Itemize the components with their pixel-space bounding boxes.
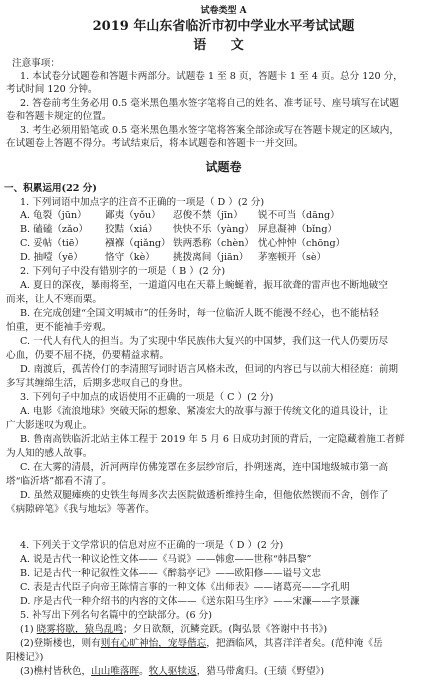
notice-heading: 注意事项： (12, 58, 60, 69)
question-5-stem: 5. 补写出下列名句名篇中的空缺部分。(6 分) (20, 610, 212, 621)
q1-option-d-1: D. 抽噎（yē） (20, 252, 83, 263)
question-2-stem: 2. 下列句子中没有错别字的一项是（ B ）(2 分) (20, 266, 226, 277)
q1-option-b-3: 快快不乐（yàng） (173, 224, 255, 235)
q1-option-a-4: 锐不可当（dāng） (258, 210, 340, 221)
question-3-stem: 3. 下列句子中加点的成语使用不正确的一项是（ C ）(2 分) (20, 392, 274, 403)
q5-line-4-prefix: (3)樵村皆秋色， (20, 666, 92, 677)
q5-line-4-mid: 。 (139, 666, 149, 677)
q5-line-3: 阳楼记》) (6, 652, 44, 663)
q1-option-a-3: 忍俊不禁（jīn） (173, 210, 243, 221)
q1-option-d-2: 恪守（kè） (105, 252, 155, 263)
q3-option-line: 为人知的感人故事。 (6, 448, 93, 459)
notice-line: 2. 答卷前考生务必用 0.5 毫米黑色墨水签字笔将自己的姓名、准考证号、座号填写在试题 (20, 98, 399, 109)
q2-option-line: 而来，让人不寒而栗。 (6, 294, 102, 305)
q1-option-a-1: A. 龟裂（jūn） (20, 210, 87, 221)
q3-option-line: 塔“临沂塔”都看不清了。 (6, 476, 112, 487)
q4-option-line: C. 表是古代臣子向帝王陈情言事的一种文体《出师表》——诸葛亮——字孔明 (20, 582, 350, 593)
q4-option-line: B. 记是古代一种记叙性文体——《醉翁亭记》——欧阳修——谥号文忠 (20, 568, 321, 579)
q1-option-b-1: B. 磕磕（zǎo） (20, 224, 89, 235)
subject-title: 语 文 (193, 38, 254, 53)
section-title: 试题卷 (205, 160, 242, 174)
notice-line: 1. 本试卷分试题卷和答题卡两部分。试题卷 1 至 8 页，答题卡 1 至 4 页。总分 120 分， (20, 71, 403, 82)
q1-option-d-4: 茅塞顿开（sè） (258, 252, 327, 263)
q5-answer-3b: 牧人驱犊返 (148, 666, 197, 677)
q4-option-line: D. 序是古代一种介绍书的内容的文体——《送东阳马生序》——宋濂——字景濂 (20, 596, 360, 607)
q1-option-c-1: C. 妥帖（tiē） (20, 238, 85, 249)
q1-option-c-3: 铁两悉称（chèn） (173, 238, 254, 249)
q2-option-line: B. 在完成创建“全国文明城市”的任务时，每一位临沂人既不能漫不经心，也不能枯轻 (20, 308, 379, 319)
q5-line-1-suffix: ；夕日欲颓，沉鳞竞跃。(陶弘景《答谢中书书》) (122, 624, 328, 635)
notice-line: 卷和答题卡规定的位置。 (6, 111, 112, 122)
q1-option-c-4: 忧心忡忡（chōng） (258, 238, 346, 249)
q5-line-2 (20, 638, 383, 650)
q3-option-line: 广大影迷叹为观止。 (6, 420, 93, 431)
question-4-stem: 4. 下列关于文学常识的信息对应不正确的一项是（ D ）(2 分) (20, 540, 284, 551)
q3-option-line: B. 鲁南高铁临沂北站主体工程于 2019 年 5 月 6 日成功封顶的背后，一定隐藏着施工者鲜 (20, 434, 405, 445)
q2-option-line: A. 夏日的深夜，暴雨将至，一道道闪电在天幕上蜿蜒着，振耳欲聋的雷声也不断地破空 (20, 280, 388, 291)
q3-option-line: D. 虽然双腿瘫痪的史铁生每周多次去医院做透析维持生命，但他依然锲而不舍，创作了 (20, 490, 389, 501)
q3-option-line: C. 在大雾的清晨，沂河两岸仿佛笼罩在多层纱帘后，扑朔迷离，连中国地级城市第一高 (20, 462, 389, 473)
q5-answer-3a: 山山唯落晖 (91, 666, 140, 677)
q1-option-d-3: 挑拨离间（jiān） (173, 252, 249, 263)
q3-option-line: 《病隙碎笔》《我与地坛》等著作。 (6, 504, 155, 515)
q2-option-line: 多写其缠绵生活，后期多悲叹自己的身世。 (6, 378, 189, 389)
q4-option-line: A. 说是古代一种议论性文体——《马说》——韩愈——世称“韩昌黎” (20, 554, 312, 565)
q3-option-line: A. 电影《流浪地球》突破天际的想象、紧凑宏大的故事与源于传统文化的道具设计，让 (20, 406, 388, 417)
q2-option-line: D. 南渡后，孤苦伶仃的李清照写词时语言风格未改，但词的内容已与以前大相径庭：前期 (20, 364, 399, 375)
part-heading: 一、积累运用(22 分) (4, 183, 97, 194)
notice-line: 3. 考生必须用铅笔或 0.5 毫米黑色墨水签字笔将答案全部涂或写在答题卡规定的区域内， (20, 125, 399, 136)
q5-answer-2: 则有心旷神怡，宠辱偕忘 (100, 638, 207, 649)
q2-option-line: 怕重，更不能袖手旁观。 (6, 322, 112, 333)
q5-line-2-prefix: (2)登斯楼也，则有 (20, 638, 101, 649)
q2-option-line: 心血，仍要不屈不挠，仍要精益求精。 (6, 350, 170, 361)
q2-option-line: C. 一代人有代人的担当。为了实现中华民族伟大复兴的中国梦，我们这一代人仍要历尽 (20, 336, 389, 347)
q5-line-2-suffix: ，把酒临风，其喜洋洋者矣。(范仲淹《岳 (206, 638, 383, 649)
q5-line-4-suffix: ，猎马带禽归。(王绩《野望》) (196, 666, 325, 677)
exam-title: 2019 年山东省临沂市初中学业水平考试试题 (92, 19, 355, 34)
question-1-stem: 1. 下列词语中加点字的注音不正确的一项是（ D ）(2 分) (20, 197, 265, 208)
q5-answer-1: 晓雾将歇，猿鸟乱鸣 (36, 624, 123, 635)
paper-type-label: 试卷类型 A (200, 6, 247, 16)
notice-line: 在试题卷上答题不得分。考试结束后，将本试题卷和答题卡一并交回。 (6, 138, 304, 149)
q1-option-b-2: 狡黠（xiá） (105, 224, 158, 235)
q1-option-c-2: 襁褓（qiǎng） (105, 238, 171, 249)
q5-line-4 (20, 666, 324, 678)
q5-line-1 (20, 624, 327, 636)
q1-option-a-2: 鄙夷（yǒu） (105, 210, 161, 221)
notice-line: 考试时间 120 分钟。 (6, 84, 98, 95)
q5-line-1-prefix: (1) (20, 624, 37, 635)
q1-option-b-4: 屏息凝神（bǐng） (258, 224, 338, 235)
